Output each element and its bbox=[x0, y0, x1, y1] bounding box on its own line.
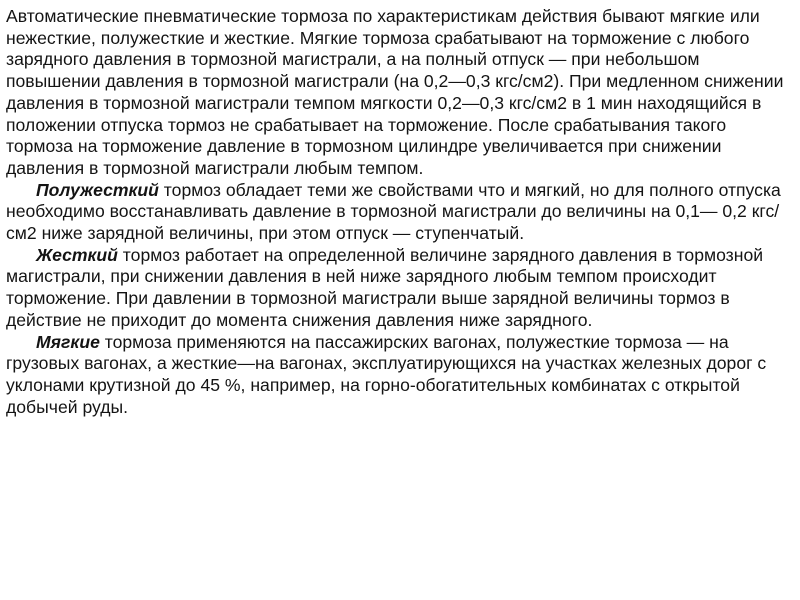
paragraph-usage bbox=[6, 332, 786, 419]
paragraph-rigid-text: тормоз работает на определенной величине зарядного давления в тормозной магистрали, при снижении давления в ней ниже зарядного любым темпом происходит торможение. При давлении в тормозной магистрали выше зарядной величины тормоз в действие не приходит до момента снижения давления ниже зарядного. bbox=[6, 244, 764, 330]
term-rigid: Жесткий bbox=[36, 244, 118, 265]
paragraph-semi-rigid-text: тормоз обладает теми же свойствами что и мягкий, но для полного отпуска необходимо восстанавливать давление в тормозной магистрали до величины на 0,1— 0,2 кгс/см2 ниже зарядной величины, при этом отпуск — ступенчатый. bbox=[6, 179, 781, 244]
term-soft: Мягкие bbox=[36, 331, 100, 352]
paragraph-semi-rigid bbox=[6, 180, 786, 245]
paragraph-intro bbox=[6, 6, 786, 180]
paragraph-usage-text: тормоза применяются на пассажирских вагонах, полужесткие тормоза — на грузовых вагонах, а жесткие—на вагонах, эксплуатирующихся на участках железных дорог с уклонами крутизной до 45 %, например, на горно-обогатительных комбинатах с открытой добычей руды. bbox=[6, 331, 767, 417]
paragraph-intro-text: Автоматические пневматические тормоза по характеристикам действия бывают мягкие или нежесткие, полужесткие и жесткие. Мягкие тормоза срабатывают на торможение с любого зарядного давления в тормозной магистрали, а на полный отпуск — при небольшом повышении давления в тормозной магистрали (на 0,2—0,3 кгс/см2). При медленном снижении давления в тормозной магистрали темпом мягкости 0,2—0,3 кгс/см2 в 1 мин находящийся в положении отпуска тормоз не срабатывает на торможение. После срабатывания такого тормоза на торможение давление в тормозном цилиндре увеличивается при снижении давления в тормозной магистрали любым темпом. bbox=[6, 6, 784, 178]
term-semi-rigid: Полужесткий bbox=[36, 179, 159, 200]
document-body bbox=[6, 6, 786, 418]
paragraph-rigid bbox=[6, 245, 786, 332]
